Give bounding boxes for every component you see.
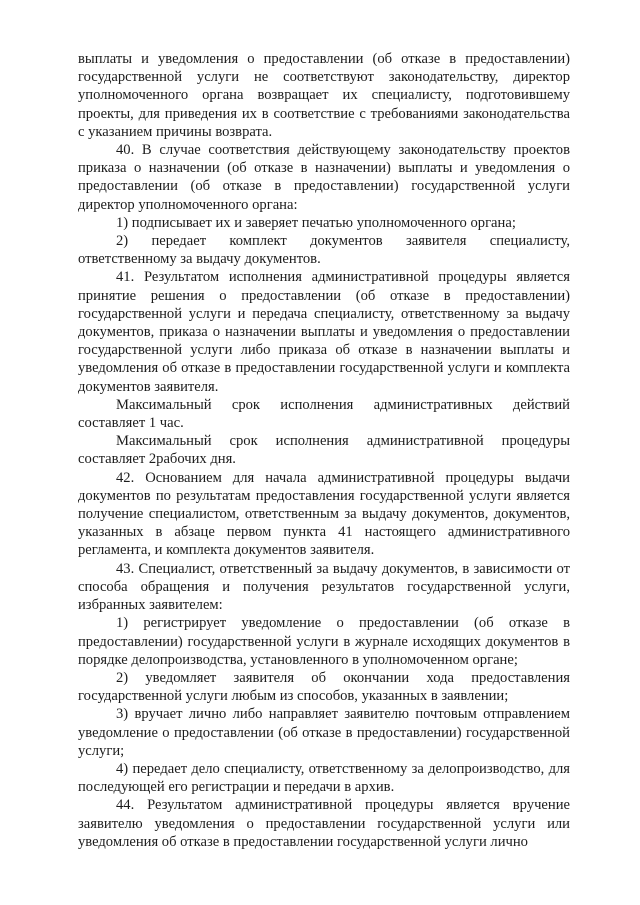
paragraph-continuation: выплаты и уведомления о предоставлении (об отказе в предоставлении) государственной услуги не соответствуют законодательству, директор уполномоченного органа возвращает их специалисту, подготовившему проекты, для приведения их в соответствие с требованиями законодательства с указанием причины возврата. bbox=[78, 51, 570, 140]
paragraph-40-item-1: 1) подписывает их и заверяет печатью уполномоченного органа; bbox=[116, 214, 516, 231]
paragraph-41: 41. Результатом исполнения административной процедуры является принятие решения о предоставлении (об отказе в предоставлении) государственной услуги и передача специалисту, ответственному за выдачу документов, приказа о назначении выплаты и уведомления о предоставлении государственной услуги либо приказа об отказе в назначении выплаты и уведомления об отказе в предоставлении государственной услуги и комплекта документов заявителя. bbox=[78, 269, 570, 395]
paragraph-max-time-actions: Максимальный срок исполнения административных действий составляет 1 час. bbox=[78, 396, 570, 432]
paragraph-43: 43. Специалист, ответственный за выдачу документов, в зависимости от способа обращения и получения результатов государственной услуги, избранных заявителем: bbox=[78, 560, 570, 614]
paragraph-42: 42. Основанием для начала административной процедуры выдачи документов по результатам предоставления государственной услуги является получение специалистом, ответственным за выдачу документов, документов, указанных в абзаце первом пункта 41 настоящего административного регламента, и комплекта документов заявителя. bbox=[78, 469, 570, 559]
paragraph-max-time-procedure: Максимальный срок исполнения административной процедуры составляет 2рабочих дня. bbox=[78, 433, 570, 468]
paragraph-40-item-2: 2) передает комплект документов заявителя специалисту, ответственному за выдачу документов. bbox=[78, 233, 570, 268]
paragraph-43-item-1: 1) регистрирует уведомление о предоставлении (об отказе в предоставлении) государственной услуги в журнале исходящих документов в порядке делопроизводства, установленного в уполномоченном органе; bbox=[78, 615, 570, 668]
paragraph-43-item-3: 3) вручает лично либо направляет заявителю почтовым отправлением уведомление о предоставлении (об отказе в предоставлении) государственной услуги; bbox=[78, 706, 570, 759]
paragraph-43-item-4: 4) передает дело специалисту, ответственному за делопроизводство, для последующей его регистрации и передачи в архив. bbox=[78, 760, 570, 796]
paragraph-44: 44. Результатом административной процедуры является вручение заявителю уведомления о предоставлении государственной услуги или уведомления об отказе в предоставлении государственной услуги лично bbox=[78, 797, 570, 850]
paragraph-40: 40. В случае соответствия действующему законодательству проектов приказа о назначении (об отказе в назначении) выплаты и уведомления о предоставлении (об отказе в предоставлении) государственной услуги директор уполномоченного органа: bbox=[78, 142, 570, 213]
paragraph-43-item-2: 2) уведомляет заявителя об окончании хода предоставления государственной услуги любым из способов, указанных в заявлении; bbox=[78, 669, 570, 705]
